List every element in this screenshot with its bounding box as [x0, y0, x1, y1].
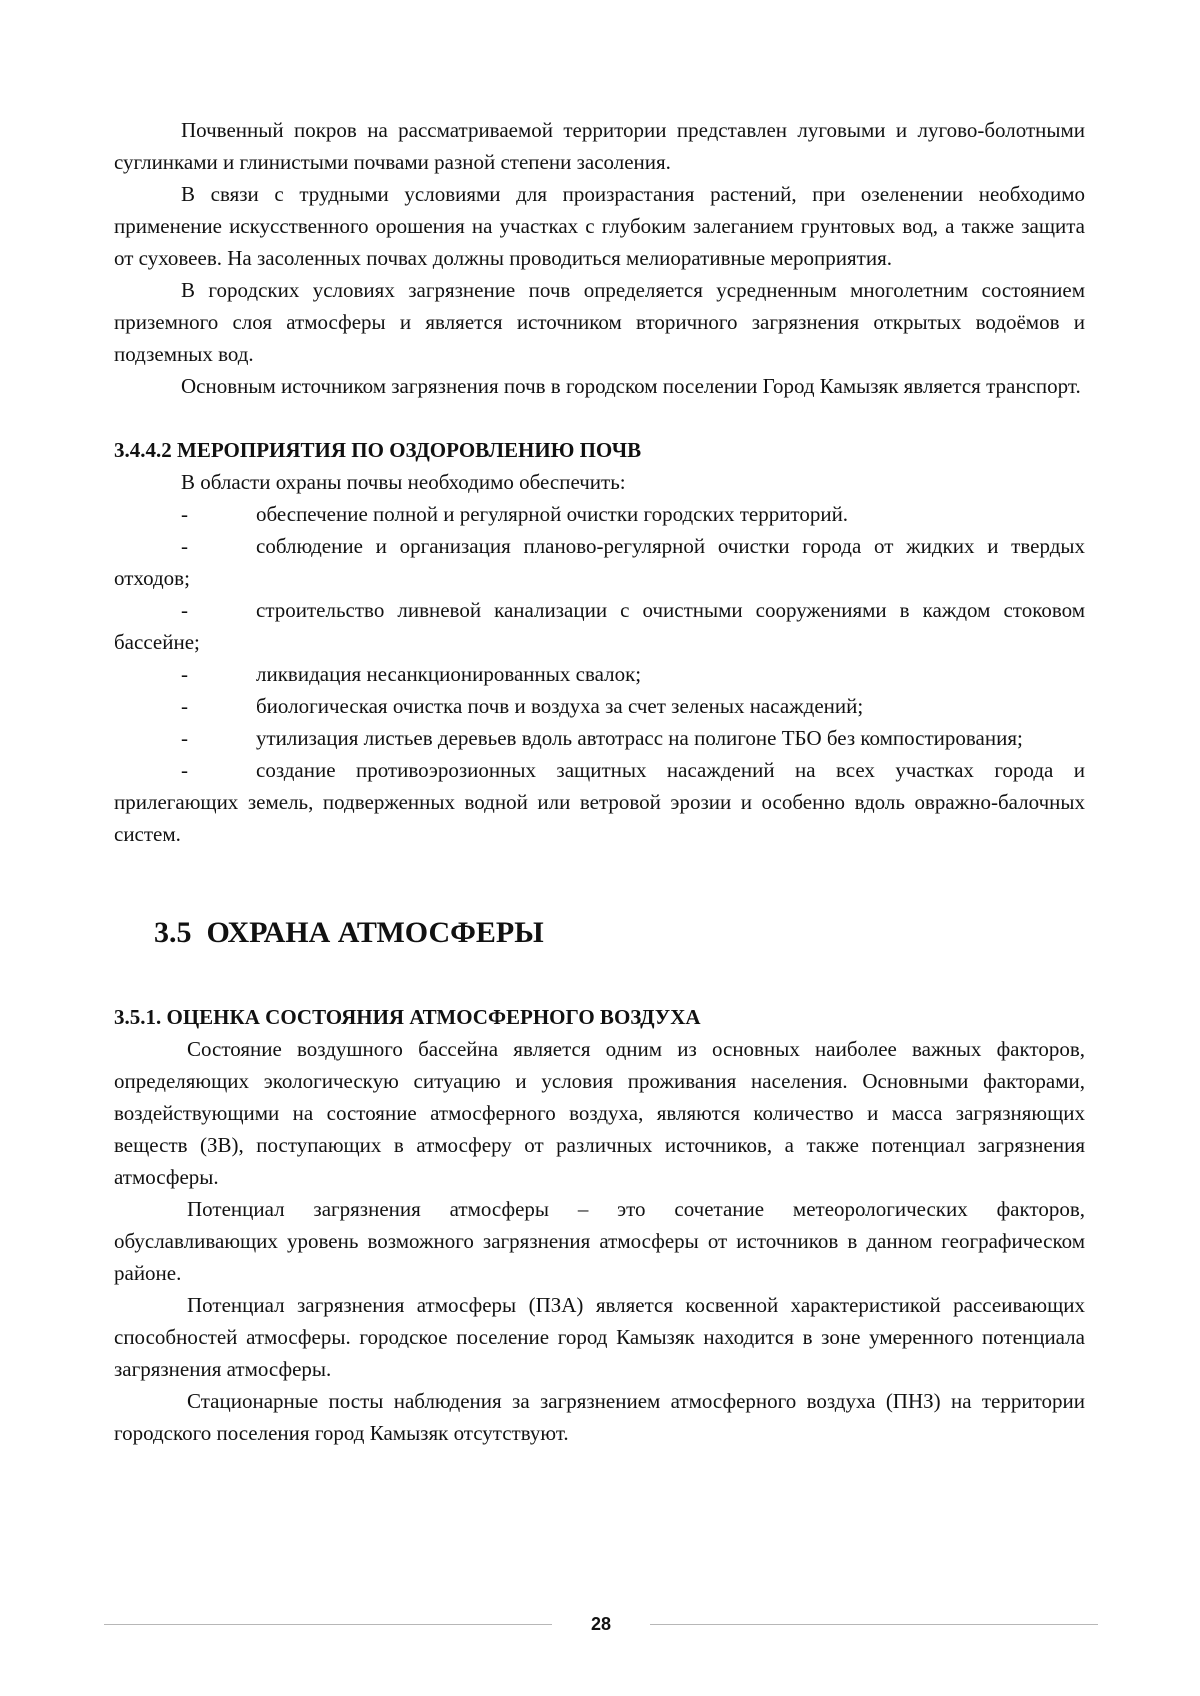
paragraph-soil-protection-intro: В области охраны почвы необходимо обеспечить:: [181, 470, 626, 494]
list-item: [114, 594, 1085, 658]
paragraph-urban-pollution: В городских условиях загрязнение почв определяется усредненным многолетним состоянием приземного слоя атмосферы и является источником вторичного загрязнения открытых водоёмов и подземных вод.: [114, 278, 1085, 366]
dash-marker: -: [181, 726, 188, 750]
dash-marker: -: [181, 694, 188, 718]
paragraph-air-basin: Состояние воздушного бассейна является одним из основных наиболее важных факторов, определяющих экологическую ситуацию и условия проживания населения. Основными факторами, воздействующими на состояние атмосферного воздуха, являются количество и масса загрязняющих веществ (ЗВ), поступающих в атмосферу от различных источников, а также потенциал загрязнения атмосферы.: [114, 1037, 1085, 1189]
soil-measures-list: [114, 498, 1085, 850]
list-item: [114, 754, 1085, 850]
dash-marker: -: [181, 662, 188, 686]
page-number: 28: [590, 1614, 612, 1634]
list-item-text: создание противоэрозионных защитных насаждений на всех участках города и прилегающих земель, подверженных водной или ветровой эрозии и особенно вдоль овражно-балочных систем.: [114, 758, 1085, 846]
list-item-text: ликвидация несанкционированных свалок;: [256, 662, 642, 686]
paragraph-pollution-potential: Потенциал загрязнения атмосферы – это сочетание метеорологических факторов, обуславливающих уровень возможного загрязнения атмосферы от источников в данном географическом районе.: [114, 1197, 1085, 1285]
heading-3-4-4-2: 3.4.4.2 МЕРОПРИЯТИЯ ПО ОЗДОРОВЛЕНИЮ ПОЧВ: [114, 438, 642, 462]
paragraph-irrigation: В связи с трудными условиями для произрастания растений, при озеленении необходимо применение искусственного орошения на участках с глубоким залеганием грунтовых вод, а также защита от суховеев. На засоленных почвах должны проводиться мелиоративные мероприятия.: [114, 182, 1085, 270]
list-item: [114, 498, 1085, 530]
list-item-text: строительство ливневой канализации с очистными сооружениями в каждом стоковом бассейне;: [114, 598, 1085, 654]
list-item: [114, 658, 1085, 690]
dash-marker: -: [181, 534, 188, 558]
dash-marker: -: [181, 758, 188, 782]
paragraph-monitoring-posts: Стационарные посты наблюдения за загрязнением атмосферного воздуха (ПНЗ) на территории городского поселения город Камызяк отсутствуют.: [114, 1389, 1085, 1445]
heading-3-5-1: 3.5.1. ОЦЕНКА СОСТОЯНИЯ АТМОСФЕРНОГО ВОЗДУХА: [114, 1005, 701, 1029]
dash-marker: -: [181, 598, 188, 622]
list-item-text: обеспечение полной и регулярной очистки городских территорий.: [256, 502, 849, 526]
dash-marker: -: [181, 502, 188, 526]
list-item: [114, 690, 1085, 722]
list-item-text: утилизация листьев деревьев вдоль автотрасс на полигоне ТБО без компостирования;: [256, 726, 1023, 750]
page-content: [114, 114, 1085, 1449]
list-item: [114, 530, 1085, 594]
footer-rule-right: [650, 1624, 1098, 1625]
paragraph-pza: Потенциал загрязнения атмосферы (ПЗА) является косвенной характеристикой рассеивающих способностей атмосферы. городское поселение город Камызяк находится в зоне умеренного потенциала загрязнения атмосферы.: [114, 1293, 1085, 1381]
list-item-text: соблюдение и организация планово-регулярной очистки города от жидких и твердых отходов;: [114, 534, 1085, 590]
page-footer: [104, 1612, 1098, 1636]
heading-3-5: 3.5 ОХРАНА АТМОСФЕРЫ: [154, 916, 544, 949]
list-item-text: биологическая очистка почв и воздуха за счет зеленых насаждений;: [256, 694, 864, 718]
list-item: [114, 722, 1085, 754]
paragraph-soil-cover: Почвенный покров на рассматриваемой территории представлен луговыми и лугово-болотными суглинками и глинистыми почвами разной степени засоления.: [114, 118, 1085, 174]
paragraph-transport-source: Основным источником загрязнения почв в городском поселении Город Камызяк является транспорт.: [181, 374, 1081, 398]
